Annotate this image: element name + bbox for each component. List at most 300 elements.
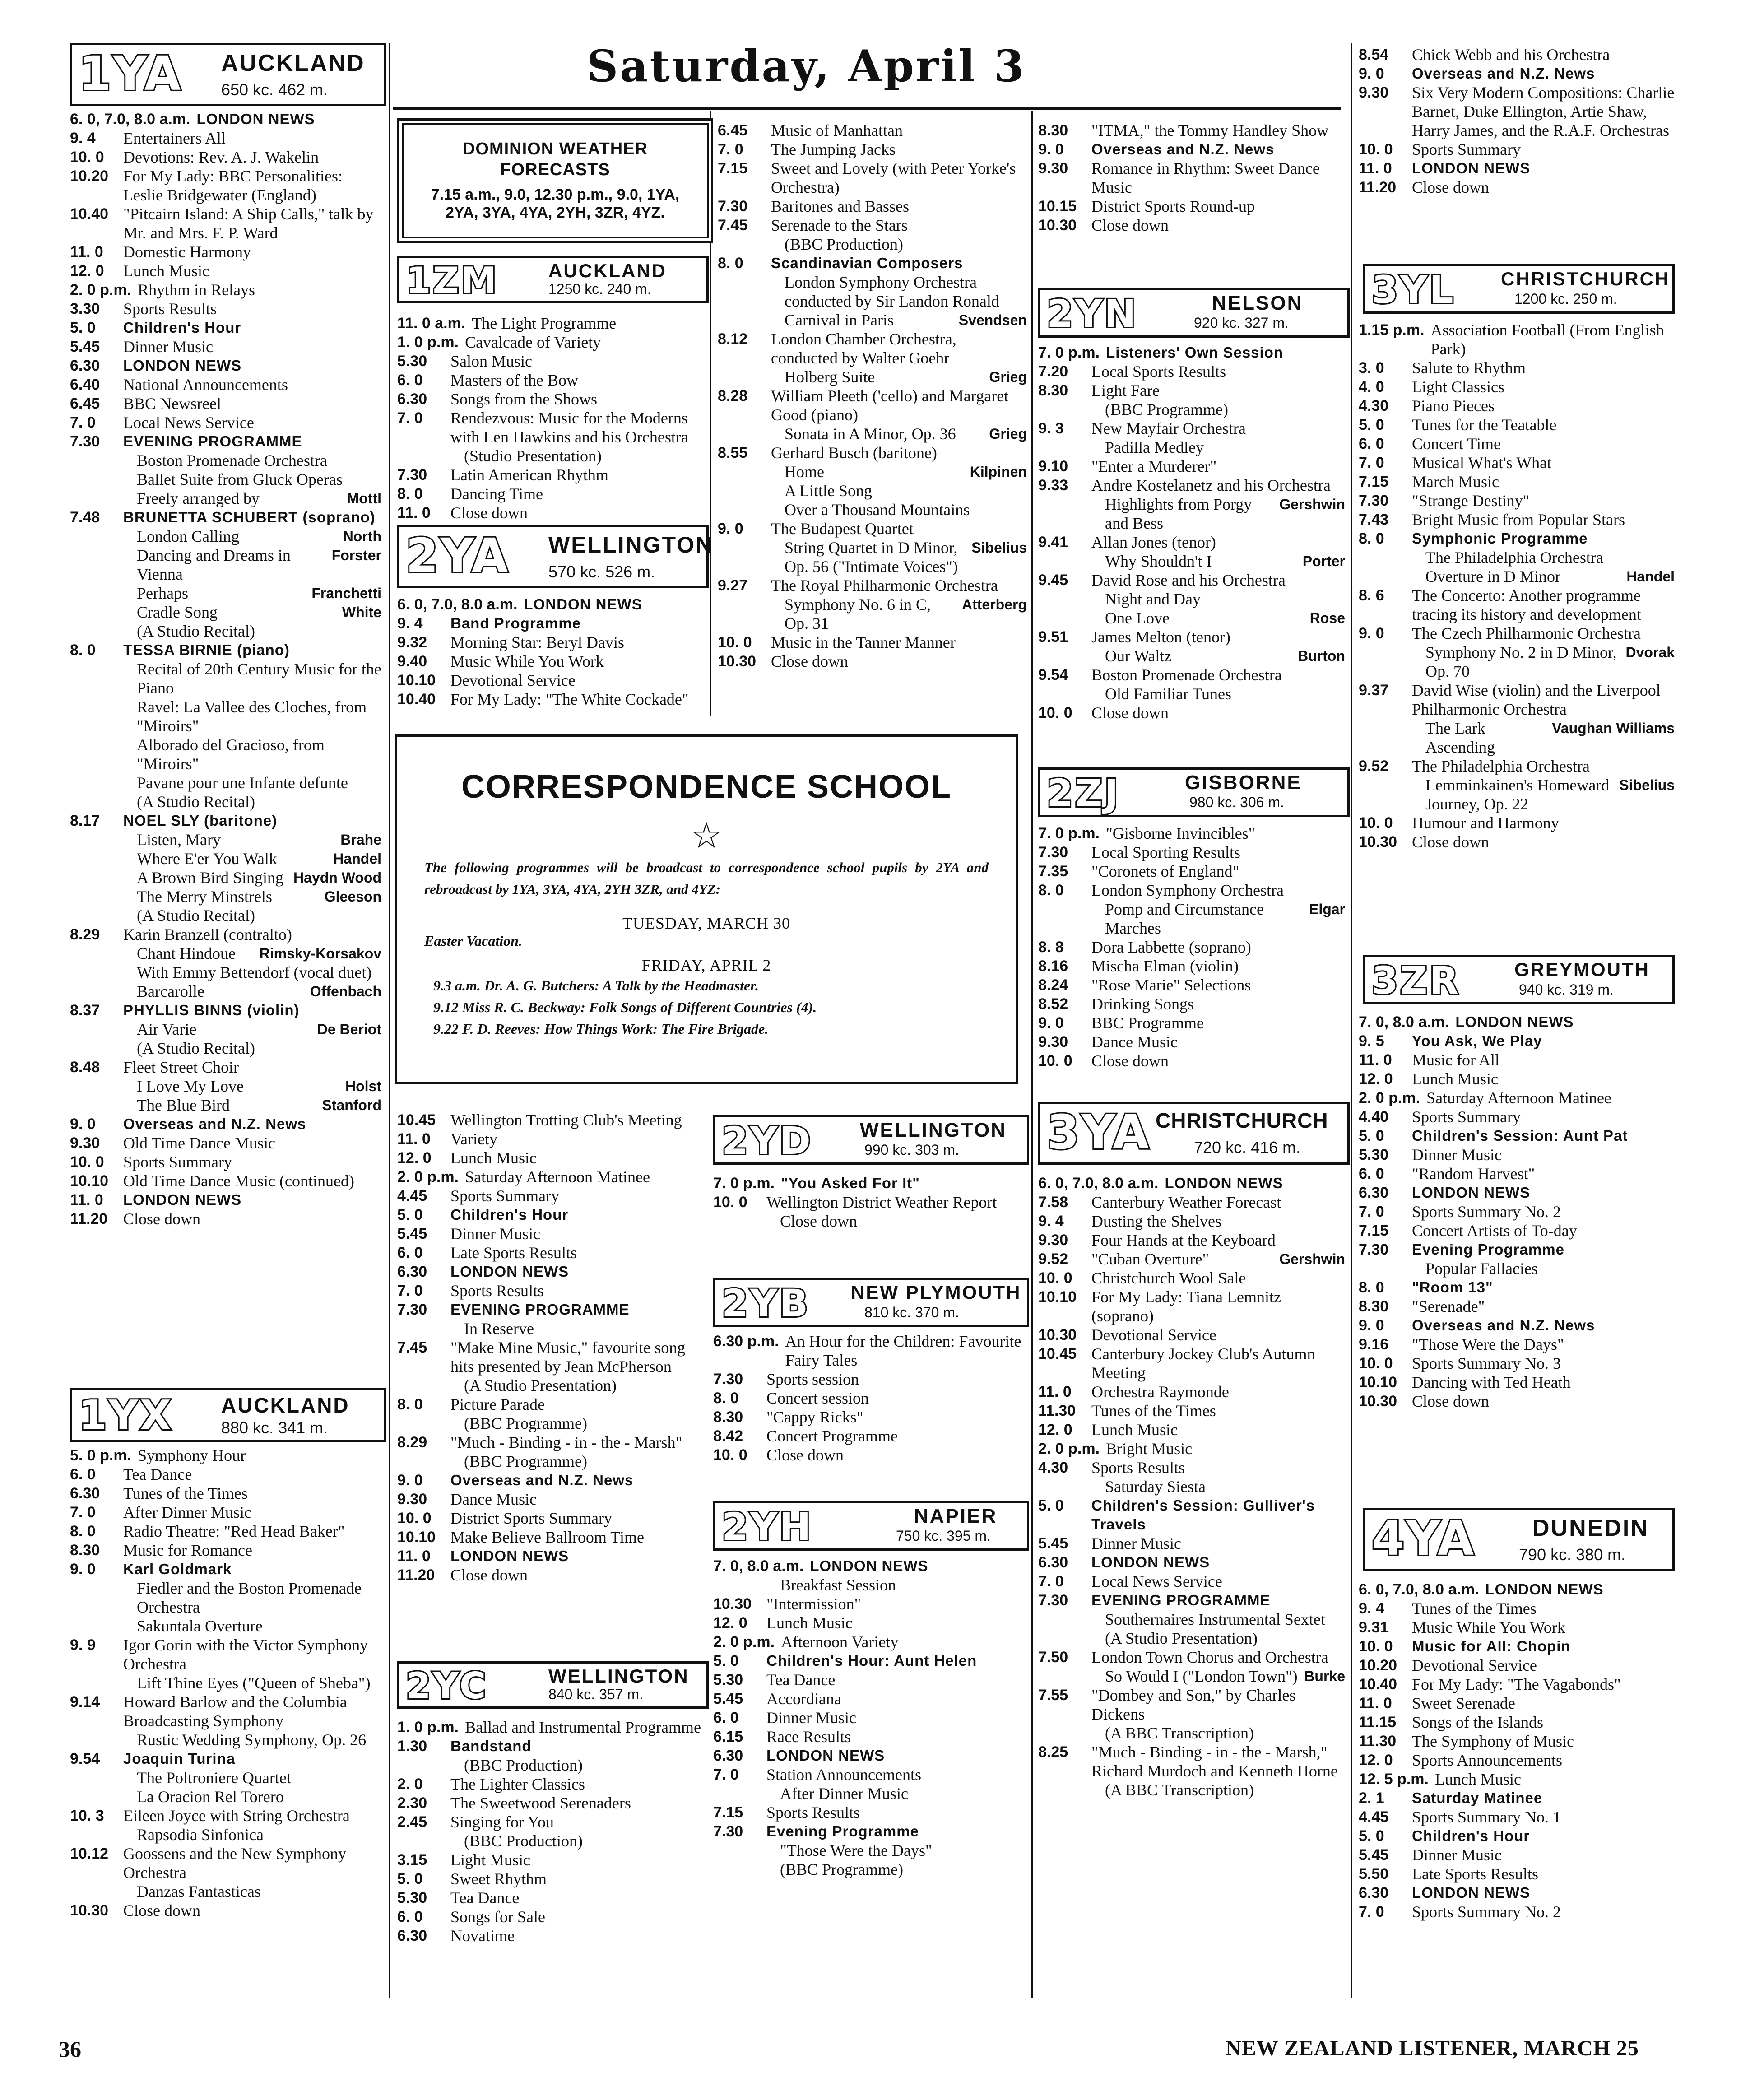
programme-item xyxy=(397,1547,704,1566)
station-calls: 2YN xyxy=(1047,292,1138,336)
programme-title: TESSA BIRNIE (piano) xyxy=(123,641,290,658)
programme-title: Picture Parade xyxy=(450,1395,545,1413)
programme-time xyxy=(84,1096,137,1115)
programme-title: (BBC Production) xyxy=(785,235,904,253)
programme-time: 10. 0 xyxy=(1359,1638,1393,1655)
programme-title: Close down xyxy=(1412,1392,1489,1410)
programme-item xyxy=(1359,1354,1675,1373)
programme-time xyxy=(411,1376,464,1395)
programme-time: 5.30 xyxy=(713,1671,743,1688)
correspondence-day: FRIDAY, APRIL 2 xyxy=(641,956,771,974)
programme-item xyxy=(70,356,381,375)
programme-title: Goossens and the New Symphony Orchestra xyxy=(123,1845,346,1882)
programme-item xyxy=(1359,1864,1675,1883)
programme-title: Sweet Serenade xyxy=(1412,1694,1515,1712)
programme-time xyxy=(84,1020,137,1039)
programme-title: Popular Fallacies xyxy=(1425,1260,1538,1278)
programme-title: Sweet and Lovely (with Peter Yorke's Orchestra) xyxy=(771,159,1016,196)
programme-item xyxy=(718,424,1027,443)
programme-title: Salon Music xyxy=(450,352,533,370)
programme-title: Dance Music xyxy=(1091,1033,1178,1051)
station-header-2yc xyxy=(397,1661,709,1709)
programme-item xyxy=(397,1566,704,1585)
programme-title: Rapsodia Sinfonica xyxy=(137,1826,264,1844)
correspondence-day: TUESDAY, MARCH 30 xyxy=(622,914,791,932)
programme-time: 11.30 xyxy=(1038,1402,1076,1419)
programme-item xyxy=(397,352,704,371)
programme-time: 5.45 xyxy=(70,338,100,355)
programme-title: Variety xyxy=(450,1130,497,1148)
station-city: NEW PLYMOUTH xyxy=(851,1282,1021,1303)
programme-title: Mischa Elman (violin) xyxy=(1091,957,1239,975)
programme-title: Dora Labbette (soprano) xyxy=(1091,938,1251,956)
programme-item xyxy=(1038,121,1345,140)
programme-item xyxy=(718,254,1027,273)
programme-time: 8.28 xyxy=(718,387,748,404)
station-calls: 3YL xyxy=(1372,268,1455,312)
programme-item xyxy=(1038,1420,1345,1439)
programme-time: 10. 0 xyxy=(713,1446,747,1464)
programme-title: For My Lady: "The Vagabonds" xyxy=(1412,1675,1621,1693)
programme-title: Alborado del Gracioso, from "Miroirs" xyxy=(137,736,325,773)
programme-title: Overseas and N.Z. News xyxy=(1091,141,1275,158)
programme-time: 10. 0 xyxy=(1359,814,1393,832)
programme-time: 10. 0 xyxy=(1359,141,1393,158)
programme-item xyxy=(397,1281,704,1300)
programme-title: Songs for Sale xyxy=(450,1908,545,1926)
programme-item xyxy=(70,1153,381,1171)
programme-title: The Lark Ascending xyxy=(1425,719,1495,756)
composer: Vaughan Williams xyxy=(1552,720,1675,736)
programme-title: Dinner Music xyxy=(1412,1146,1502,1164)
programme-time: 2. 0 xyxy=(397,1776,423,1793)
programme-time xyxy=(411,1831,464,1850)
programme-item xyxy=(1359,1202,1675,1221)
programme-title: Local News Service xyxy=(123,414,254,432)
programme-time: 7.30 xyxy=(1038,1592,1068,1609)
programme-time: 11. 0 xyxy=(397,1548,431,1565)
programme-title: (A Studio Recital) xyxy=(137,793,255,811)
programme-title: Bandstand xyxy=(450,1738,532,1754)
programme-list-2yb xyxy=(713,1332,1025,1464)
programme-time: 9. 0 xyxy=(70,1116,96,1133)
programme-time xyxy=(84,470,137,489)
programme-time: 10.15 xyxy=(1038,198,1077,215)
programme-title: Children's Hour xyxy=(1412,1827,1530,1844)
programme-title: EVENING PROGRAMME xyxy=(450,1301,630,1318)
programme-item xyxy=(1359,832,1675,851)
programme-time: 10.45 xyxy=(1038,1345,1077,1362)
programme-item xyxy=(1038,1051,1345,1070)
station-frequency: 880 kc. 341 m. xyxy=(221,1418,328,1437)
programme-time xyxy=(1372,1259,1425,1278)
programme-title: Lift Thine Eyes ("Queen of Sheba") xyxy=(137,1674,371,1692)
programme-item xyxy=(1359,1808,1675,1827)
programme-title: LONDON NEWS xyxy=(196,111,315,127)
programme-item xyxy=(70,1522,381,1541)
programme-item xyxy=(1038,1667,1345,1686)
programme-title: Symphony No. 6 in C, Op. 31 xyxy=(785,595,931,632)
programme-title: An Hour for the Children: Favourite Fairy Tales xyxy=(785,1332,1021,1369)
station-city: AUCKLAND xyxy=(548,260,667,281)
programme-time: 10. 0 xyxy=(1359,1355,1393,1372)
programme-time xyxy=(727,1784,780,1803)
programme-time: 9.27 xyxy=(718,577,748,594)
programme-item xyxy=(1038,1648,1345,1667)
programme-item xyxy=(1359,1713,1675,1732)
programme-title: Eileen Joyce with String Orchestra xyxy=(123,1807,350,1825)
programme-time: 8.54 xyxy=(1359,46,1389,63)
programme-item xyxy=(1038,703,1345,722)
station-calls: 2ZJ xyxy=(1047,771,1120,815)
programme-time: 7.45 xyxy=(718,217,748,234)
composer: Haydn Wood xyxy=(293,869,381,886)
programme-time xyxy=(411,1319,464,1338)
programme-time: 7. 0 xyxy=(1359,454,1384,471)
programme-item xyxy=(1359,159,1675,178)
programme-title: Dinner Music xyxy=(1412,1846,1502,1864)
programme-title: (BBC Programme) xyxy=(464,1452,587,1470)
programme-time: 4.30 xyxy=(1359,397,1389,414)
programme-item xyxy=(1359,321,1675,358)
programme-title: Tunes of the Times xyxy=(1091,1402,1216,1420)
programme-time: 7. 0 xyxy=(1359,1903,1384,1920)
programme-time: 7.58 xyxy=(1038,1194,1068,1211)
programme-time: 9. 0 xyxy=(718,520,743,537)
programme-time: 8.30 xyxy=(1038,382,1068,399)
programme-title: Gerhard Busch (baritone) xyxy=(771,444,937,462)
programme-item xyxy=(1038,457,1345,476)
programme-time: 10.30 xyxy=(1359,833,1397,851)
programme-time: 1. 0 p.m. xyxy=(397,334,459,351)
programme-item xyxy=(718,273,1027,311)
column-rule xyxy=(1031,111,1033,1998)
programme-item xyxy=(1359,415,1675,434)
programme-title: Danzas Fantasticas xyxy=(137,1882,261,1901)
programme-title: Ballet Suite from Gluck Operas xyxy=(137,470,343,488)
programme-title: Lunch Music xyxy=(1412,1070,1498,1088)
programme-item xyxy=(397,1433,704,1452)
programme-title: Four Hands at the Keyboard xyxy=(1091,1231,1276,1249)
programme-item xyxy=(1038,362,1345,381)
programme-item xyxy=(70,925,381,944)
programme-time xyxy=(1052,438,1105,457)
programme-time: 9.16 xyxy=(1359,1336,1389,1353)
programme-time xyxy=(84,1787,137,1806)
station-frequency: 940 kc. 319 m. xyxy=(1519,981,1614,998)
programme-time: 5. 0 xyxy=(713,1652,739,1669)
station-header-3yl xyxy=(1363,264,1675,314)
programme-time: 7.55 xyxy=(1038,1687,1068,1704)
programme-item xyxy=(70,508,381,527)
programme-time: 5. 0 xyxy=(1359,1827,1384,1845)
programme-title: Barcarolle xyxy=(137,982,204,1000)
programme-item xyxy=(1038,1724,1345,1743)
programme-time: 11.30 xyxy=(1359,1733,1397,1750)
programme-item xyxy=(718,311,1027,330)
programme-item xyxy=(70,811,381,830)
programme-time: 5. 0 p.m. xyxy=(70,1447,132,1464)
programme-time: 10. 0 xyxy=(718,634,752,651)
programme-title: Piano Pieces xyxy=(1412,397,1495,415)
programme-time: 9.37 xyxy=(1359,682,1389,699)
programme-item xyxy=(1038,1780,1345,1799)
correspondence-talk: 9.22 F. D. Reeves: How Things Work: The Fire Brigade. xyxy=(433,1021,769,1037)
programme-time: 11. 0 xyxy=(1359,1051,1392,1069)
programme-title: Joaquin Turina xyxy=(123,1750,236,1767)
programme-title: Devotions: Rev. A. J. Wakelin xyxy=(123,148,319,166)
programme-item xyxy=(718,443,1027,462)
programme-title: "Intermission" xyxy=(766,1595,861,1613)
programme-item xyxy=(1359,1278,1675,1297)
programme-time: 8.30 xyxy=(70,1542,100,1559)
programme-title: For My Lady: "The White Cockade" xyxy=(450,690,689,708)
programme-item xyxy=(1038,590,1345,609)
programme-time xyxy=(731,462,785,481)
programme-title: Sports Results xyxy=(123,300,217,318)
station-city: NELSON xyxy=(1212,292,1303,314)
programme-title: Morning Star: Beryl Davis xyxy=(450,633,624,651)
programme-time xyxy=(731,367,785,386)
programme-time xyxy=(1372,776,1425,813)
programme-time xyxy=(84,1617,137,1636)
programme-item xyxy=(397,1926,704,1945)
programme-item xyxy=(397,371,704,390)
programme-item xyxy=(1359,377,1675,396)
programme-time xyxy=(727,1212,780,1231)
programme-item xyxy=(1359,83,1675,140)
programme-time: 7.45 xyxy=(397,1339,427,1356)
programme-item xyxy=(1038,684,1345,703)
programme-time xyxy=(731,311,785,330)
programme-item xyxy=(70,242,381,261)
programme-time: 9.32 xyxy=(397,634,427,651)
programme-item xyxy=(718,140,1027,159)
programme-item xyxy=(713,1332,1025,1370)
programme-time: 7.30 xyxy=(1359,492,1389,509)
programme-list-1zm-continued xyxy=(718,121,1027,671)
programme-item xyxy=(70,1541,381,1560)
programme-title: Padilla Medley xyxy=(1105,438,1204,456)
programme-time: 10.10 xyxy=(1038,1288,1077,1306)
programme-item xyxy=(70,148,381,167)
programme-title: Close down xyxy=(780,1212,857,1230)
programme-item xyxy=(70,129,381,148)
programme-time xyxy=(84,584,137,603)
programme-item xyxy=(1359,1694,1675,1713)
programme-title: The Czech Philharmonic Orchestra xyxy=(1412,624,1641,642)
programme-item xyxy=(70,413,381,432)
station-header-4ya xyxy=(1363,1508,1675,1571)
programme-item xyxy=(397,652,704,671)
programme-time: 10.10 xyxy=(397,1529,436,1546)
station-header-2ya xyxy=(397,525,714,588)
programme-item xyxy=(713,1427,1025,1446)
programme-item xyxy=(397,1148,704,1167)
programme-item xyxy=(397,614,704,633)
programme-item xyxy=(397,633,704,652)
programme-title: (A Studio Presentation) xyxy=(1105,1629,1258,1647)
programme-time xyxy=(1052,1477,1105,1496)
programme-item xyxy=(70,546,381,584)
programme-time: 6. 0, 7.0, 8.0 a.m. xyxy=(397,596,518,613)
programme-title: James Melton (tenor) xyxy=(1091,628,1230,646)
programme-item xyxy=(1038,571,1345,590)
programme-title: Over a Thousand Mountains xyxy=(785,501,970,519)
programme-title: "ITMA," the Tommy Handley Show xyxy=(1091,121,1329,139)
programme-title: Accordiana xyxy=(766,1690,841,1708)
programme-time: 7. 0 xyxy=(713,1766,739,1783)
programme-time xyxy=(84,982,137,1001)
programme-item xyxy=(1038,976,1345,995)
programme-title: Sports Summary No. 3 xyxy=(1412,1354,1561,1372)
station-header-1yx xyxy=(70,1388,386,1442)
programme-title: Recital of 20th Century Music for the Piano xyxy=(137,660,381,697)
programme-title: Close down xyxy=(450,504,528,522)
programme-item xyxy=(1359,1221,1675,1240)
programme-time xyxy=(1052,495,1105,533)
programme-time: 9. 9 xyxy=(70,1636,96,1654)
programme-item xyxy=(70,584,381,603)
programme-time: 10. 0 xyxy=(397,1510,432,1527)
programme-time: 7.30 xyxy=(713,1371,743,1388)
programme-item xyxy=(397,1869,704,1888)
programme-time xyxy=(84,887,137,906)
programme-item xyxy=(1038,1686,1345,1724)
programme-item xyxy=(397,1129,704,1148)
programme-item xyxy=(1359,1827,1675,1845)
station-calls: 1ZM xyxy=(406,260,499,302)
programme-item xyxy=(70,1636,381,1673)
programme-time: 10.30 xyxy=(713,1595,752,1613)
programme-title: LONDON NEWS xyxy=(1412,1884,1531,1901)
programme-title: Holberg Suite xyxy=(785,368,875,386)
composer: Porter xyxy=(1302,553,1345,569)
programme-title: Sports Results xyxy=(1091,1459,1185,1477)
programme-title: Children's Hour xyxy=(450,1206,569,1223)
programme-list-2zj xyxy=(1038,824,1345,1070)
programme-item xyxy=(1359,1637,1675,1656)
programme-time xyxy=(727,1860,780,1879)
programme-time: 7. 0 xyxy=(70,414,96,431)
programme-time xyxy=(84,944,137,963)
programme-item xyxy=(713,1784,1025,1803)
programme-time: 8.52 xyxy=(1038,995,1068,1013)
programme-item xyxy=(1038,1743,1345,1780)
programme-title: Close down xyxy=(1091,1052,1169,1070)
programme-item xyxy=(397,1262,704,1281)
programme-time: 7.30 xyxy=(1359,1241,1389,1258)
programme-list-1yx xyxy=(70,1446,381,1920)
programme-item xyxy=(713,1446,1025,1464)
programme-title: Musical What's What xyxy=(1412,454,1552,472)
programme-item xyxy=(718,462,1027,481)
programme-item xyxy=(70,1882,381,1901)
programme-time: 9. 0 xyxy=(1359,1317,1384,1334)
composer: Grieg xyxy=(989,369,1027,385)
programme-time: 5.45 xyxy=(397,1225,427,1242)
composer: Offenbach xyxy=(310,983,381,999)
programme-time: 6. 0 xyxy=(70,1466,96,1483)
programme-item xyxy=(1038,197,1345,216)
station-header-1zm xyxy=(397,256,709,303)
programme-time: 5.30 xyxy=(397,353,427,370)
programme-title: London Symphony Orchestra conducted by Sir Landon Ronald xyxy=(785,273,999,310)
programme-item xyxy=(70,1020,381,1039)
programme-list-3ya xyxy=(1038,1174,1345,1799)
programme-item xyxy=(70,299,381,318)
programme-time: 4.45 xyxy=(397,1187,427,1204)
programme-item xyxy=(1038,938,1345,957)
programme-item xyxy=(70,792,381,811)
programme-time: 10.10 xyxy=(397,672,436,689)
programme-title: Sports Summary No. 1 xyxy=(1412,1808,1561,1826)
programme-item xyxy=(1359,1107,1675,1126)
programme-item xyxy=(718,633,1027,652)
programme-time: 6.45 xyxy=(718,122,748,139)
programme-title: Sakuntala Overture xyxy=(137,1617,263,1635)
programme-time: 8. 8 xyxy=(1038,939,1064,956)
station-header-1ya xyxy=(70,43,386,106)
programme-title: Wellington District Weather Report xyxy=(766,1193,997,1211)
programme-item xyxy=(1359,491,1675,510)
programme-item xyxy=(1038,881,1345,900)
programme-item xyxy=(713,1765,1025,1784)
programme-time xyxy=(731,481,785,500)
programme-title: "Dombey and Son," by Charles Dickens xyxy=(1091,1686,1296,1723)
programme-time: 12. 0 xyxy=(1359,1070,1393,1088)
programme-title: The Blue Bird xyxy=(137,1096,230,1114)
programme-time: 5. 0 xyxy=(397,1206,423,1223)
programme-time: 9.30 xyxy=(70,1134,100,1152)
programme-item xyxy=(397,1167,704,1186)
composer: Dvorak xyxy=(1625,644,1675,660)
programme-time xyxy=(84,849,137,868)
programme-time: 10.10 xyxy=(70,1172,109,1190)
programme-time: 8.42 xyxy=(713,1427,743,1445)
programme-title: (BBC Production) xyxy=(464,1756,583,1774)
programme-title: Drinking Songs xyxy=(1091,995,1194,1013)
programme-item xyxy=(397,446,704,465)
programme-item xyxy=(1359,1259,1675,1278)
station-calls: 4YA xyxy=(1372,1511,1476,1566)
programme-item xyxy=(718,576,1027,595)
programme-time: 8.12 xyxy=(718,330,748,348)
programme-list-3zr xyxy=(1359,1013,1675,1411)
programme-item xyxy=(1359,1770,1675,1789)
programme-item xyxy=(1359,548,1675,567)
programme-time: 6.30 p.m. xyxy=(713,1333,779,1350)
programme-item xyxy=(397,1395,704,1414)
programme-item xyxy=(1359,434,1675,453)
programme-title: Bright Music xyxy=(1106,1440,1193,1458)
programme-item xyxy=(1038,1288,1345,1325)
programme-title: Close down xyxy=(1412,178,1489,196)
programme-title: Overseas and N.Z. News xyxy=(450,1472,634,1488)
programme-title: Tea Dance xyxy=(123,1465,192,1483)
composer: Stanford xyxy=(322,1097,381,1113)
programme-title: Night and Day xyxy=(1105,590,1201,608)
programme-title: William Pleeth ('cello) and Margaret Good (piano) xyxy=(771,387,1009,424)
title-rule xyxy=(393,107,1341,110)
programme-time: 7.48 xyxy=(70,509,100,526)
programme-title: Allan Jones (tenor) xyxy=(1091,533,1216,551)
station-header-2yn xyxy=(1038,288,1350,338)
programme-title: Where E'er You Walk xyxy=(137,850,277,868)
programme-item xyxy=(1038,343,1345,362)
programme-item xyxy=(1038,419,1345,438)
programme-title: Sports Results xyxy=(766,1803,860,1822)
